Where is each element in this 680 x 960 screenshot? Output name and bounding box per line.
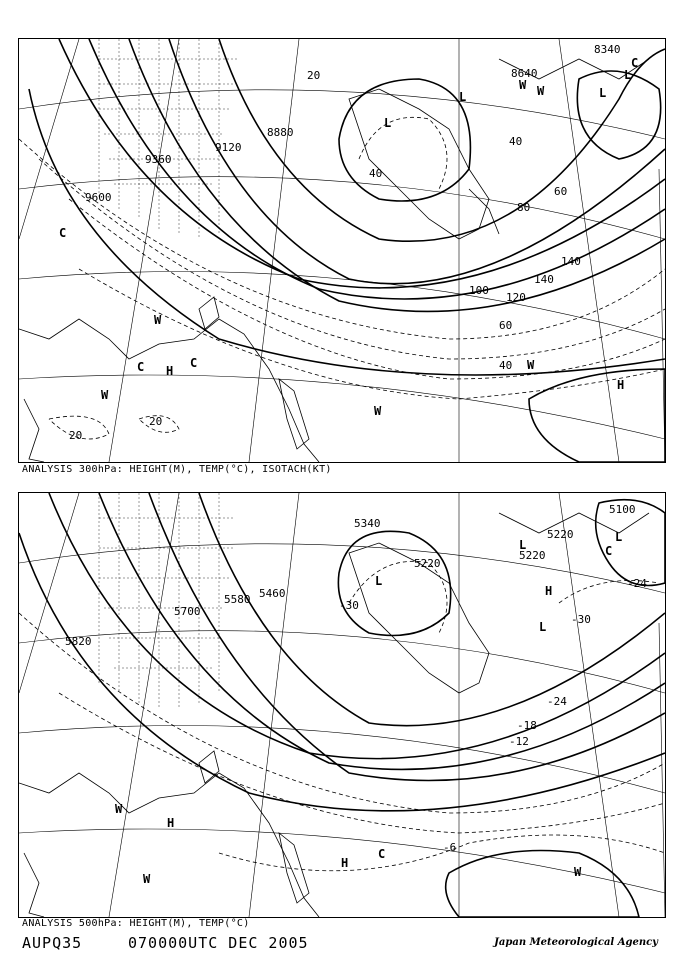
high-symbol: H <box>166 364 174 378</box>
height-label: 5220 <box>519 549 546 562</box>
low-symbol: L <box>519 538 527 552</box>
isotach-label: 20 <box>149 415 163 428</box>
high-cell-contour <box>529 369 665 462</box>
isotach-labels <box>69 69 581 442</box>
high-symbol: H <box>341 856 349 870</box>
graticule <box>19 39 665 462</box>
low-symbol: L <box>599 86 607 100</box>
height-label: 5100 <box>609 503 636 516</box>
height-label: 5220 <box>547 528 574 541</box>
warm-symbol: W <box>537 84 545 98</box>
temperature-labels <box>339 577 647 854</box>
warm-symbol: W <box>115 802 123 816</box>
temp-label: -24 <box>547 695 567 708</box>
isotach-label: 60 <box>554 185 568 198</box>
warm-symbol: W <box>527 358 535 372</box>
high-symbol: H <box>617 378 625 392</box>
height-label: 5580 <box>224 593 251 606</box>
cold-symbol: C <box>59 226 67 240</box>
high-symbol: H <box>167 816 175 830</box>
height-label: 5340 <box>354 517 381 530</box>
height-label: 5820 <box>65 635 92 648</box>
height-label: 8340 <box>594 43 621 56</box>
coastline <box>19 59 649 462</box>
cold-symbol: C <box>190 356 198 370</box>
caption-300hpa: ANALYSIS 300hPa: HEIGHT(M), TEMP(°C), ISOTACH(KT) <box>22 464 332 475</box>
cold-symbol: C <box>378 847 386 861</box>
height-labels <box>65 503 636 648</box>
temp-label: -24 <box>627 577 647 590</box>
height-label: 9360 <box>145 153 172 166</box>
height-contours <box>29 39 665 375</box>
weather-symbols <box>115 530 622 886</box>
isotach-label: 20 <box>69 429 83 442</box>
low-symbol: L <box>624 68 632 82</box>
temp-label: -12 <box>509 735 529 748</box>
map-panel-300hpa <box>18 38 666 463</box>
hatch-region <box>99 493 234 708</box>
cold-symbol: C <box>605 544 613 558</box>
isotach-label: 20 <box>307 69 321 82</box>
cold-symbol: C <box>631 56 639 70</box>
hatch-region <box>99 39 239 239</box>
isotach-label: 100 <box>469 284 489 297</box>
temp-label: -6 <box>443 841 457 854</box>
isotach-label: 40 <box>509 135 523 148</box>
coastline <box>19 513 649 917</box>
map-panel-500hpa <box>18 492 666 918</box>
low-symbol: L <box>459 90 467 104</box>
graticule <box>19 493 665 917</box>
warm-symbol: W <box>574 865 582 879</box>
height-label: 8880 <box>267 126 294 139</box>
isotach-label: 40 <box>369 167 383 180</box>
warm-symbol: W <box>143 872 151 886</box>
temp-label: -18 <box>517 719 537 732</box>
map-500hpa-svg <box>19 493 665 917</box>
low-symbol: L <box>615 530 623 544</box>
isotach-label: 40 <box>499 359 513 372</box>
isotach-label: 140 <box>561 255 581 268</box>
chart-code: AUPQ35 <box>22 934 83 952</box>
isotach-label: 80 <box>517 201 531 214</box>
cold-symbol: C <box>137 360 145 374</box>
height-label: 5460 <box>259 587 286 600</box>
caption-500hpa: ANALYSIS 500hPa: HEIGHT(M), TEMP(°C) <box>22 918 250 929</box>
warm-symbol: W <box>154 313 162 327</box>
height-label: 5700 <box>174 605 201 618</box>
isotach-label: 120 <box>506 291 526 304</box>
valid-time: 070000UTC DEC 2005 <box>128 934 309 952</box>
height-label: 9600 <box>85 191 112 204</box>
high-symbol: H <box>545 584 553 598</box>
isotach-label: 60 <box>499 319 513 332</box>
isotach-label: 140 <box>534 273 554 286</box>
map-300hpa-svg <box>19 39 665 462</box>
warm-symbol: W <box>519 78 527 92</box>
warm-symbol: W <box>374 404 382 418</box>
temp-label: -30 <box>571 613 591 626</box>
temp-label: -30 <box>339 599 359 612</box>
height-label: 9120 <box>215 141 242 154</box>
low-symbol: L <box>384 116 392 130</box>
high-cell-contour <box>446 851 639 918</box>
low-symbol: L <box>375 574 383 588</box>
agency-name: Japan Meteorological Agency <box>494 937 658 948</box>
height-label: 8640 <box>511 67 538 80</box>
height-label: 5220 <box>414 557 441 570</box>
warm-symbol: W <box>101 388 109 402</box>
low-symbol: L <box>539 620 547 634</box>
